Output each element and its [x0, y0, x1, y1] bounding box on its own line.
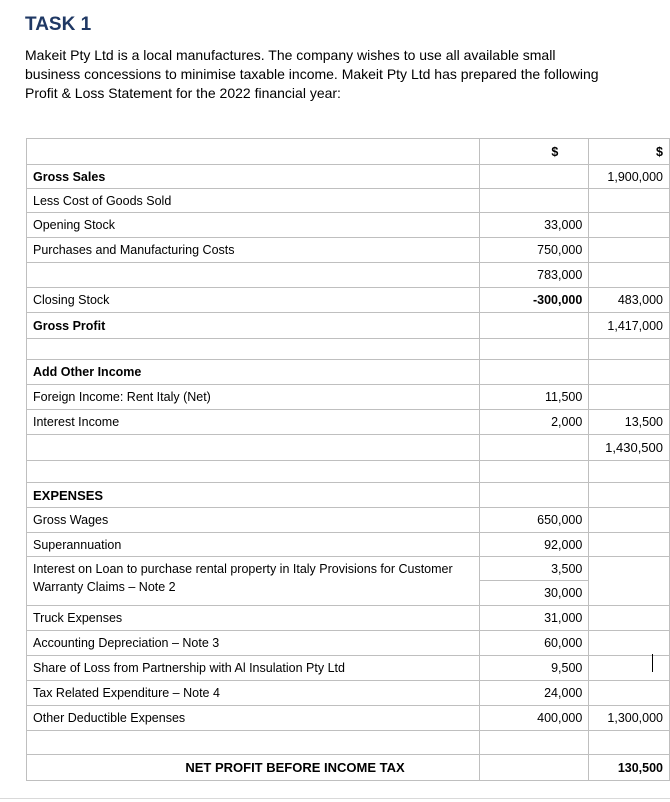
table-row	[27, 706, 670, 731]
tax-related-value: 24,000	[480, 681, 589, 706]
table-row	[27, 339, 670, 360]
table-row	[27, 483, 670, 508]
gross-sales-value: 1,900,000	[589, 165, 670, 189]
table-row	[27, 288, 670, 313]
net-profit-value: 130,500	[589, 755, 670, 781]
opening-stock-value: 33,000	[480, 213, 589, 238]
table-row	[27, 410, 670, 435]
table-row	[27, 313, 670, 339]
interest-income-label: Interest Income	[27, 410, 480, 435]
other-deductible-value: 400,000	[480, 706, 589, 731]
table-row	[27, 631, 670, 656]
other-income-label: Add Other Income	[27, 360, 480, 385]
purchases-value: 750,000	[480, 238, 589, 263]
foreign-income-value: 11,500	[480, 385, 589, 410]
income-total-value: 1,430,500	[589, 435, 670, 461]
superannuation-label: Superannuation	[27, 533, 480, 557]
net-profit-label: NET PROFIT BEFORE INCOME TAX	[27, 755, 480, 781]
opening-stock-label: Opening Stock	[27, 213, 480, 238]
cogs-total-value: 483,000	[589, 288, 670, 313]
table-row	[27, 461, 670, 483]
expenses-total-value: 1,300,000	[589, 706, 670, 731]
foreign-income-label: Foreign Income: Rent Italy (Net)	[27, 385, 480, 410]
table-row	[27, 656, 670, 681]
table-row	[27, 189, 670, 213]
table-row	[27, 681, 670, 706]
gross-sales-label: Gross Sales	[27, 165, 480, 189]
depreciation-label: Accounting Depreciation – Note 3	[27, 631, 480, 656]
page-bottom-divider	[0, 798, 670, 799]
less-cogs-label: Less Cost of Goods Sold	[27, 189, 480, 213]
table-row	[27, 557, 670, 581]
closing-stock-label: Closing Stock	[27, 288, 480, 313]
interest-loan-value: 3,500	[480, 557, 589, 581]
warranty-provision-value: 30,000	[480, 581, 589, 606]
truck-expenses-value: 31,000	[480, 606, 589, 631]
partnership-loss-value: 9,500	[480, 656, 589, 681]
interest-loan-warranty-label: Interest on Loan to purchase rental property in Italy Provisions for Customer Warranty Claims – Note 2	[27, 557, 480, 606]
table-row	[27, 606, 670, 631]
cursor-mark	[652, 654, 653, 672]
closing-stock-value: -300,000	[480, 288, 589, 313]
cogs-subtotal-value: 783,000	[480, 263, 589, 288]
table-row	[27, 731, 670, 755]
table-row	[27, 139, 670, 165]
table-row	[27, 165, 670, 189]
profit-loss-table	[26, 138, 670, 781]
partnership-loss-label: Share of Loss from Partnership with Al Insulation Pty Ltd	[27, 656, 480, 681]
table-row	[27, 508, 670, 533]
task-title: TASK 1	[25, 14, 92, 35]
expenses-heading: EXPENSES	[27, 483, 480, 508]
intro-paragraph: Makeit Pty Ltd is a local manufactures. The company wishes to use all available small business concessions to minimise taxable income. Makeit Pty Ltd has prepared the following Profit & Loss Statement for the 2022 financial year:	[25, 47, 599, 101]
currency-header-col2: $	[480, 139, 589, 165]
tax-related-label: Tax Related Expenditure – Note 4	[27, 681, 480, 706]
table-row	[27, 360, 670, 385]
table-row	[27, 435, 670, 461]
table-row	[27, 533, 670, 557]
currency-header-col3: $	[589, 139, 670, 165]
superannuation-value: 92,000	[480, 533, 589, 557]
other-deductible-label: Other Deductible Expenses	[27, 706, 480, 731]
table-row	[27, 213, 670, 238]
gross-wages-value: 650,000	[480, 508, 589, 533]
truck-expenses-label: Truck Expenses	[27, 606, 480, 631]
table-row	[27, 385, 670, 410]
table-row	[27, 755, 670, 781]
interest-income-value: 2,000	[480, 410, 589, 435]
purchases-label: Purchases and Manufacturing Costs	[27, 238, 480, 263]
table-row	[27, 263, 670, 288]
other-income-total-value: 13,500	[589, 410, 670, 435]
gross-wages-label: Gross Wages	[27, 508, 480, 533]
table-row	[27, 238, 670, 263]
gross-profit-value: 1,417,000	[589, 313, 670, 339]
gross-profit-label: Gross Profit	[27, 313, 480, 339]
depreciation-value: 60,000	[480, 631, 589, 656]
